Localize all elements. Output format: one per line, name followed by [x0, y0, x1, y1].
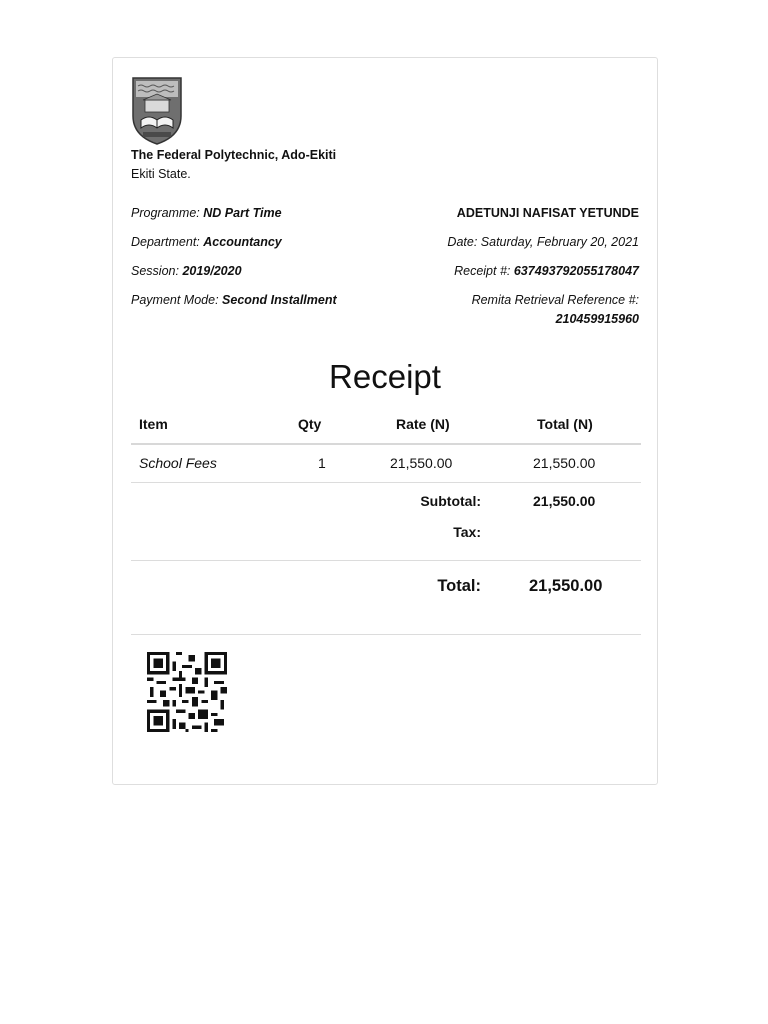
programme-value: ND Part Time	[203, 206, 282, 220]
header-total: Total (N)	[537, 416, 593, 432]
rrr-label: Remita Retrieval Reference #:	[471, 293, 639, 307]
session-label: Session:	[131, 264, 179, 278]
receipt-card	[112, 57, 658, 785]
session-value: 2019/2020	[182, 264, 242, 278]
header-rate: Rate (N)	[396, 416, 450, 432]
payment-mode-field	[131, 293, 337, 307]
department-value: Accountancy	[203, 235, 282, 249]
header-divider	[131, 443, 641, 445]
programme-field	[131, 206, 282, 220]
receipt-number-field	[454, 264, 639, 278]
row-item: School Fees	[139, 455, 217, 471]
receipt-number-value: 637493792055178047	[513, 264, 639, 278]
payment-mode-label: Payment Mode:	[131, 293, 219, 307]
payment-mode-value: Second Installment	[222, 293, 337, 307]
tax-label: Tax:	[453, 524, 481, 540]
department-label: Department:	[131, 235, 200, 249]
programme-label: Programme:	[131, 206, 200, 220]
row-rate: 21,550.00	[390, 455, 453, 471]
total-label: Total:	[437, 577, 481, 595]
row-qty: 1	[318, 455, 326, 471]
row-divider	[131, 482, 641, 483]
date-value: Saturday, February 20, 2021	[480, 235, 639, 249]
date-label: Date:	[447, 235, 478, 249]
header-qty: Qty	[298, 416, 322, 432]
rrr-field	[472, 291, 639, 329]
institution-name: The Federal Polytechnic, Ado-Ekiti	[131, 148, 337, 162]
polytechnic-crest-icon	[131, 76, 183, 146]
receipt-number-label: Receipt #:	[454, 264, 511, 278]
header-item: Item	[139, 416, 168, 432]
date-field	[447, 235, 639, 249]
institution-state: Ekiti State.	[131, 167, 191, 181]
rrr-value: 210459915960	[555, 312, 639, 326]
row-total: 21,550.00	[533, 455, 596, 471]
subtotal-divider	[131, 560, 641, 561]
qr-code-icon	[147, 652, 227, 732]
total-value: 21,550.00	[529, 577, 603, 595]
receipt-title: Receipt	[329, 358, 441, 395]
student-name: ADETUNJI NAFISAT YETUNDE	[456, 206, 639, 220]
department-field	[131, 235, 282, 249]
subtotal-value: 21,550.00	[533, 493, 596, 509]
subtotal-label: Subtotal:	[420, 493, 481, 509]
session-field	[131, 264, 242, 278]
total-divider	[131, 634, 641, 635]
receipt-table	[131, 416, 641, 676]
